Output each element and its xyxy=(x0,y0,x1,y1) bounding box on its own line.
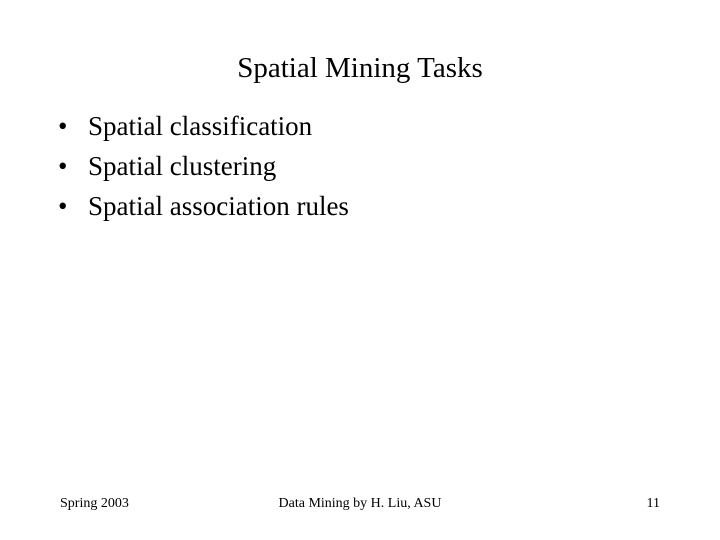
bullet-text: Spatial classification xyxy=(88,111,313,141)
bullet-marker: • xyxy=(58,151,68,181)
footer-date: Spring 2003 xyxy=(60,496,129,511)
footer-author: Data Mining by H. Liu, ASU xyxy=(278,496,442,511)
bullet-marker: • xyxy=(58,111,68,141)
slide-title: Spatial Mining Tasks xyxy=(237,52,483,84)
bullet-item xyxy=(58,146,349,186)
bullet-marker: • xyxy=(58,191,68,221)
bullet-text: Spatial association rules xyxy=(88,191,349,221)
bullet-list xyxy=(58,106,349,226)
bullet-item xyxy=(58,106,349,146)
bullet-text: Spatial clustering xyxy=(88,151,277,181)
footer-page-number: 11 xyxy=(646,496,660,511)
bullet-item xyxy=(58,186,349,226)
